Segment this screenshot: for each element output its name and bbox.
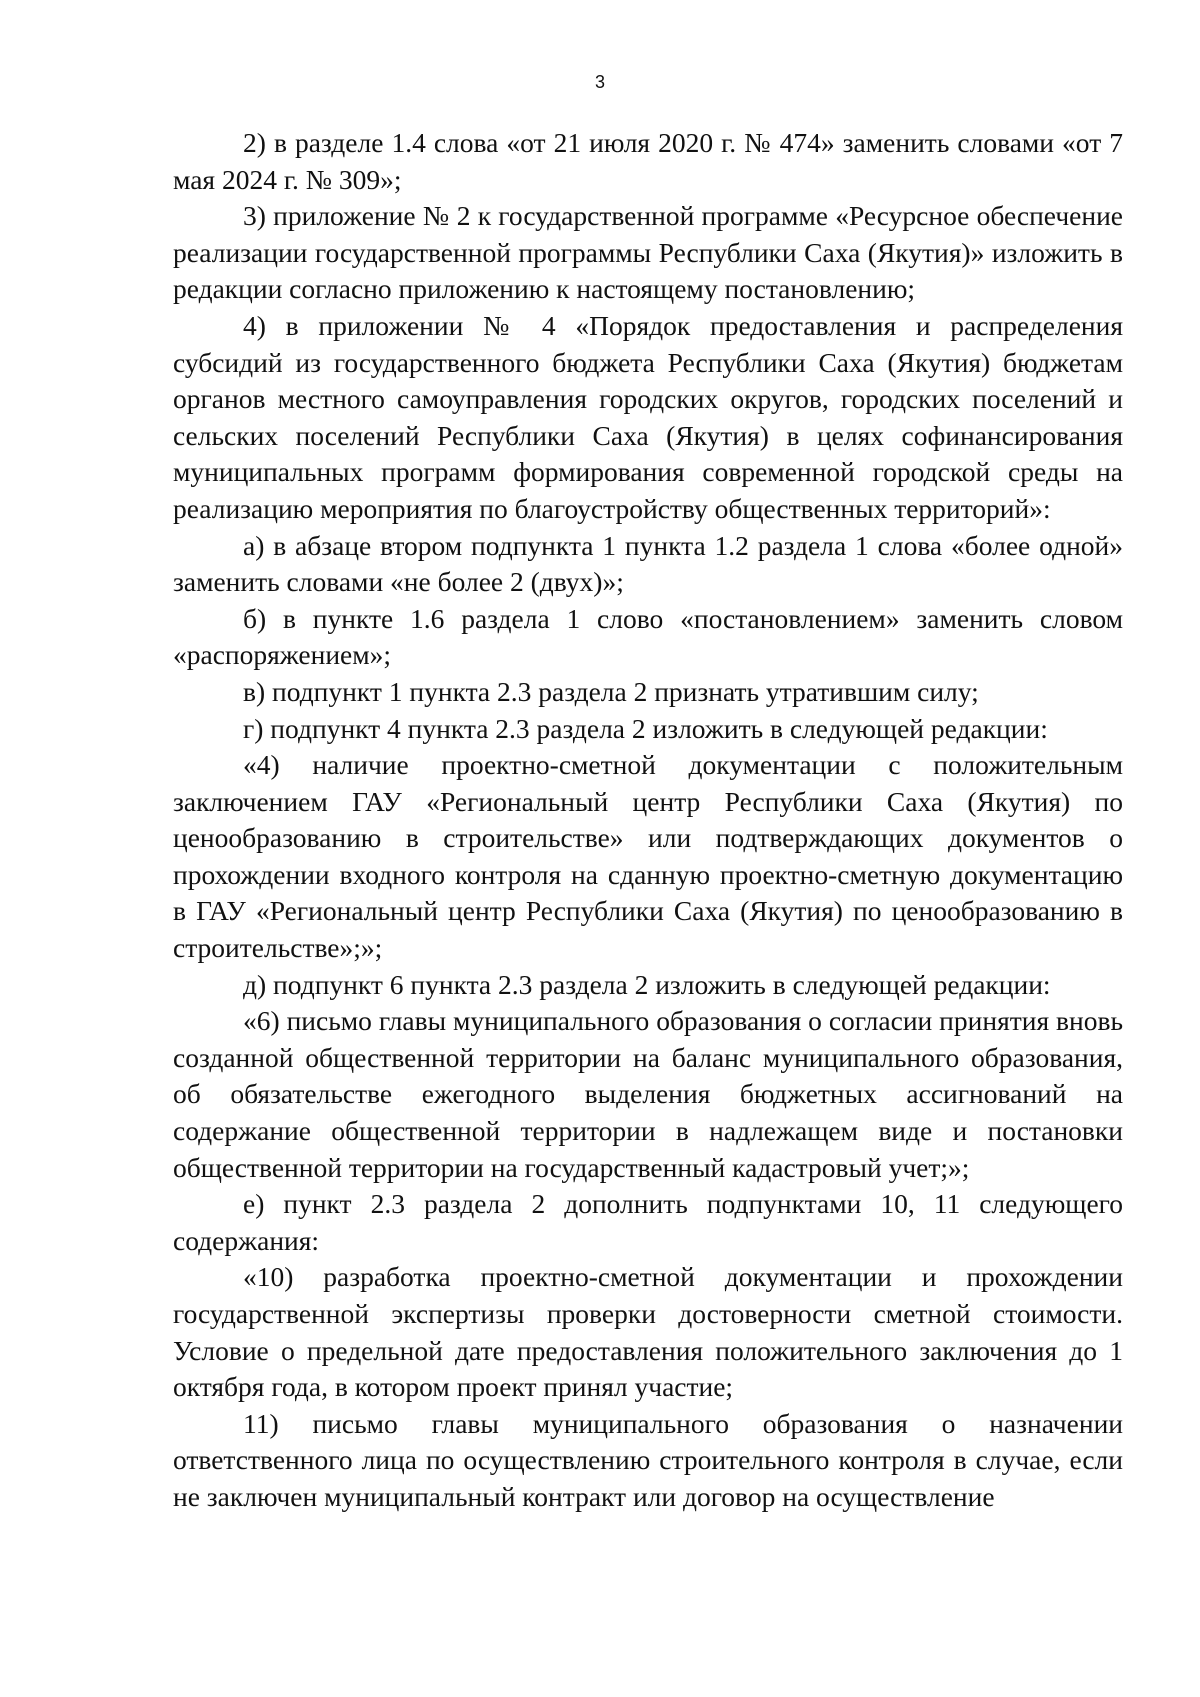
quoted-clause-10: «10) разработка проектно-сметной документации и прохождении государственной экспертизы проверки достоверности сметной стоимости. Условие о предельной дате предоставления положительного заключения до 1 октября года, в котором проект принял участие;	[173, 1261, 1123, 1403]
paragraph-item-4: 4) в приложении № 4 «Порядок предоставления и распределения субсидий из государственного бюджета Республики Саха (Якутия) бюджетам органов местного самоуправления городских округов, городских поселений и сельских поселений Республики Саха (Якутия) в целях софинансирования муниципальных программ формирования современной городской среды на реализацию мероприятия по благоустройству общественных территорий»:	[173, 309, 1123, 524]
paragraph-subitem-v: в) подпункт 1 пункта 2.3 раздела 2 признать утратившим силу;	[243, 675, 979, 707]
paragraph-subitem-e: е) пункт 2.3 раздела 2 дополнить подпунктами 10, 11 следующего содержания:	[173, 1188, 1123, 1256]
quoted-clause-4: «4) наличие проектно-сметной документации с положительным заключением ГАУ «Региональный центр Республики Саха (Якутия) по ценообразованию в строительстве» или подтверждающих документов о прохождении входного контроля на сданную проектно-сметную документацию в ГАУ «Региональный центр Республики Саха (Якутия) по ценообразованию в строительстве»;»;	[173, 749, 1123, 964]
page-number: 3	[594, 72, 605, 92]
paragraph-subitem-b: б) в пункте 1.6 раздела 1 слово «постановлением» заменить словом «распоряжением»;	[173, 602, 1123, 671]
paragraph-subitem-g: г) подпункт 4 пункта 2.3 раздела 2 изложить в следующей редакции:	[243, 712, 1048, 744]
paragraph-subitem-a: а) в абзаце втором подпункта 1 пункта 1.2 раздела 1 слова «более одной» заменить словами «не более 2 (двух)»;	[173, 529, 1123, 598]
clause-11: 11) письмо главы муниципального образования о назначении ответственного лица по осуществлению строительного контроля в случае, если не заключен муниципальный контракт или договор на осуществление	[173, 1407, 1123, 1512]
quoted-clause-6: «6) письмо главы муниципального образования о согласии принятия вновь созданной общественной территории на баланс муниципального образования, об обязательстве ежегодного выделения бюджетных ассигнований на содержание общественной территории в надлежащем виде и постановки общественной территории на государственный кадастровый учет;»;	[173, 1005, 1123, 1183]
document-body	[173, 125, 1123, 1516]
paragraph-item-2: 2) в разделе 1.4 слова «от 21 июля 2020 г. № 474» заменить словами «от 7 мая 2024 г. № 309»;	[173, 127, 1123, 195]
paragraph-subitem-d: д) подпункт 6 пункта 2.3 раздела 2 изложить в следующей редакции:	[243, 968, 1051, 1000]
paragraph-item-3: 3) приложение № 2 к государственной программе «Ресурсное обеспечение реализации государственной программы Республики Саха (Якутия)» изложить в редакции согласно приложению к настоящему постановлению;	[173, 200, 1123, 305]
